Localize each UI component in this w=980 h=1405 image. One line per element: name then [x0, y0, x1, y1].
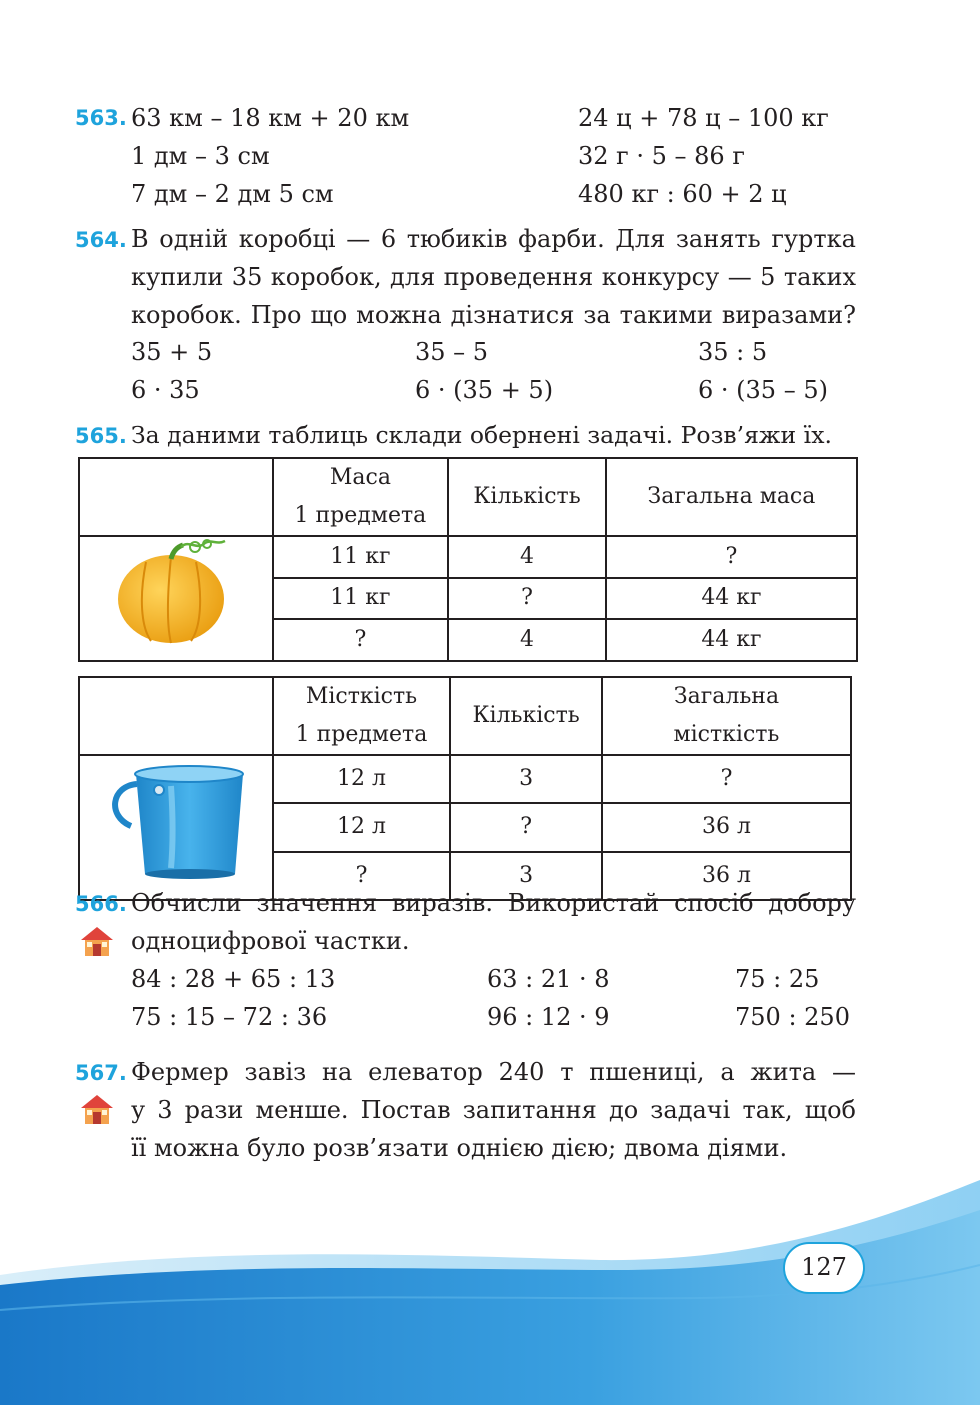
table-cell: 3	[450, 852, 602, 900]
table-cell: 44 кг	[606, 578, 857, 620]
home-icon	[79, 924, 115, 958]
table-cell: 36 л	[602, 852, 851, 900]
exercise-text	[131, 220, 856, 334]
table-cell: 36 л	[602, 803, 851, 851]
image-cell	[79, 755, 273, 900]
expression: 75 : 15 – 72 : 36	[131, 1003, 328, 1031]
table-cell: 4	[448, 536, 606, 578]
exercise-text: За даними таблиць склади обернені задачі. Розв’яжи їх.	[131, 421, 832, 449]
exercise-number-566: 566.	[75, 892, 127, 916]
bucket-image	[101, 756, 251, 886]
expression: 63 : 21 · 8	[487, 965, 610, 993]
header-cell: Маса 1 предмета	[273, 458, 449, 536]
expression: 6 · (35 + 5)	[415, 376, 554, 404]
expression: 750 : 250	[735, 1003, 850, 1031]
table-cell: 44 кг	[606, 619, 857, 661]
table-cell: ?	[273, 619, 449, 661]
table-cell: ?	[606, 536, 857, 578]
pumpkin-image	[111, 537, 241, 647]
header-cell: Кількість	[448, 458, 606, 536]
expression: 480 кг : 60 + 2 ц	[578, 180, 787, 208]
expression: 6 · (35 – 5)	[698, 376, 828, 404]
image-cell	[79, 536, 273, 661]
table-cell: ?	[273, 852, 451, 900]
table-cell: 3	[450, 755, 602, 803]
expression: 75 : 25	[735, 965, 820, 993]
expression: 32 г · 5 – 86 г	[578, 142, 745, 170]
header-cell: Місткість 1 предмета	[273, 677, 451, 755]
text-line: коробок. Про що можна дізнатися за такими виразами?	[131, 301, 856, 329]
header-cell: Загальна місткість	[602, 677, 851, 755]
text-line: купили 35 коробок, для проведення конкурсу — 5 таких	[131, 263, 856, 291]
text-line: одноцифрової частки.	[131, 927, 410, 955]
exercise-text	[131, 1053, 856, 1167]
exercise-text	[131, 884, 856, 960]
exercise-number-564: 564.	[75, 228, 127, 252]
expression: 35 : 5	[698, 338, 768, 366]
text-line: В одній коробці — 6 тюбиків фарби. Для занять гуртка	[131, 225, 856, 253]
table-cell: 4	[448, 619, 606, 661]
empty-header-cell	[79, 458, 273, 536]
expression: 35 – 5	[415, 338, 489, 366]
exercise-number-563: 563.	[75, 106, 127, 130]
home-icon	[79, 1092, 115, 1126]
table-cell: 11 кг	[273, 536, 449, 578]
table-cell: ?	[602, 755, 851, 803]
expression: 6 · 35	[131, 376, 200, 404]
expression: 63 км – 18 км + 20 км	[131, 104, 410, 132]
mass-table	[78, 457, 858, 662]
expression: 24 ц + 78 ц – 100 кг	[578, 104, 829, 132]
table-cell: ?	[448, 578, 606, 620]
table-cell: 12 л	[273, 803, 451, 851]
expression: 96 : 12 · 9	[487, 1003, 610, 1031]
capacity-table	[78, 676, 852, 901]
exercise-number-565: 565.	[75, 424, 127, 448]
expression: 7 дм – 2 дм 5 см	[131, 180, 334, 208]
table-cell: 12 л	[273, 755, 451, 803]
text-line: у 3 рази менше. Постав запитання до задачі так, щоб	[131, 1096, 856, 1124]
empty-header-cell	[79, 677, 273, 755]
text-line: її можна було розв’язати однією дією; двома діями.	[131, 1134, 788, 1162]
table-cell: 11 кг	[273, 578, 449, 620]
header-cell: Загальна маса	[606, 458, 857, 536]
table-cell: ?	[450, 803, 602, 851]
text-line: Фермер завіз на елеватор 240 т пшениці, а жита —	[131, 1058, 856, 1086]
header-cell: Кількість	[450, 677, 602, 755]
text-line: Обчисли значення виразів. Використай спосіб добору	[131, 889, 856, 917]
page-number: 127	[783, 1242, 865, 1294]
expression: 1 дм – 3 см	[131, 142, 270, 170]
exercise-number-567: 567.	[75, 1061, 127, 1085]
expression: 35 + 5	[131, 338, 213, 366]
expression: 84 : 28 + 65 : 13	[131, 965, 336, 993]
